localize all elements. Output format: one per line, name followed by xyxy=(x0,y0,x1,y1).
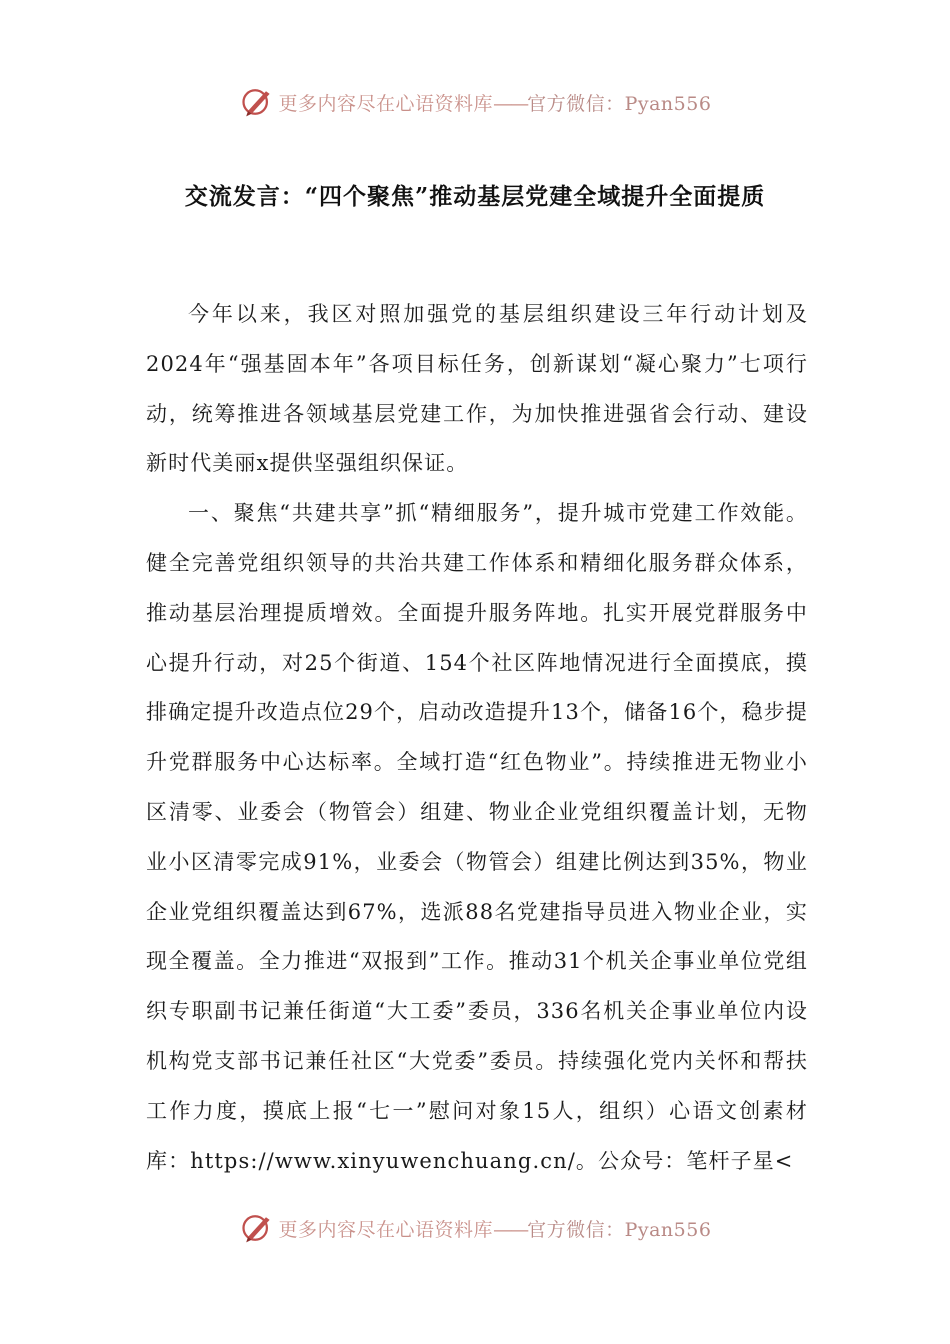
banner-text: 更多内容尽在心语资料库 xyxy=(278,1218,494,1241)
banner-wechat-label: 官方微信： xyxy=(527,1218,625,1241)
pen-logo-icon xyxy=(239,1210,275,1246)
pen-logo-icon xyxy=(239,84,275,120)
document-title: 交流发言：“四个聚焦”推动基层党建全域提升全面提质 xyxy=(184,183,766,210)
banner-dash: —— xyxy=(493,1218,528,1241)
document-body xyxy=(146,290,808,1186)
footer-watermark-banner xyxy=(0,1208,950,1248)
header-watermark-banner xyxy=(0,82,950,122)
banner-wechat-id: Pyan556 xyxy=(624,1218,712,1241)
banner-wechat-label: 官方微信： xyxy=(527,92,625,115)
paragraph: 今年以来，我区对照加强党的基层组织建设三年行动计划及2024年“强基固本年”各项目标任务，创新谋划“凝心聚力”七项行动，统筹推进各领域基层党建工作，为加快推进强省会行动、建设新时代美丽x提供坚强组织保证。 xyxy=(146,302,808,476)
paragraph: 一、聚焦“共建共享”抓“精细服务”，提升城市党建工作效能。健全完善党组织领导的共治共建工作体系和精细化服务群众体系，推动基层治理提质增效。全面提升服务阵地。扎实开展党群服务中心提升行动，对25个街道、154个社区阵地情况进行全面摸底，摸排确定提升改造点位29个，启动改造提升13个，储备16个，稳步提升党群服务中心达标率。全域打造“红色物业”。持续推进无物业小区清零、业委会（物管会）组建、物业企业党组织覆盖计划，无物业小区清零完成91%，业委会（物管会）组建比例达到35%，物业企业党组织覆盖达到67%，选派88名党建指导员进入物业企业，实现全覆盖。全力推进“双报到”工作。推动31个机关企事业单位党组织专职副书记兼任街道“大工委”委员，336名机关企事业单位内设机构党支部书记兼任社区“大党委”委员。持续强化党内关怀和帮扶工作力度，摸底上报“七一”慰问对象15人，组织）心语文创素材库：https://www.xinyuwenchuang.cn/。公众号：笔杆子星< xyxy=(146,501,808,1173)
banner-dash: —— xyxy=(493,92,528,115)
banner-text: 更多内容尽在心语资料库 xyxy=(278,92,494,115)
banner-wechat-id: Pyan556 xyxy=(624,92,712,115)
